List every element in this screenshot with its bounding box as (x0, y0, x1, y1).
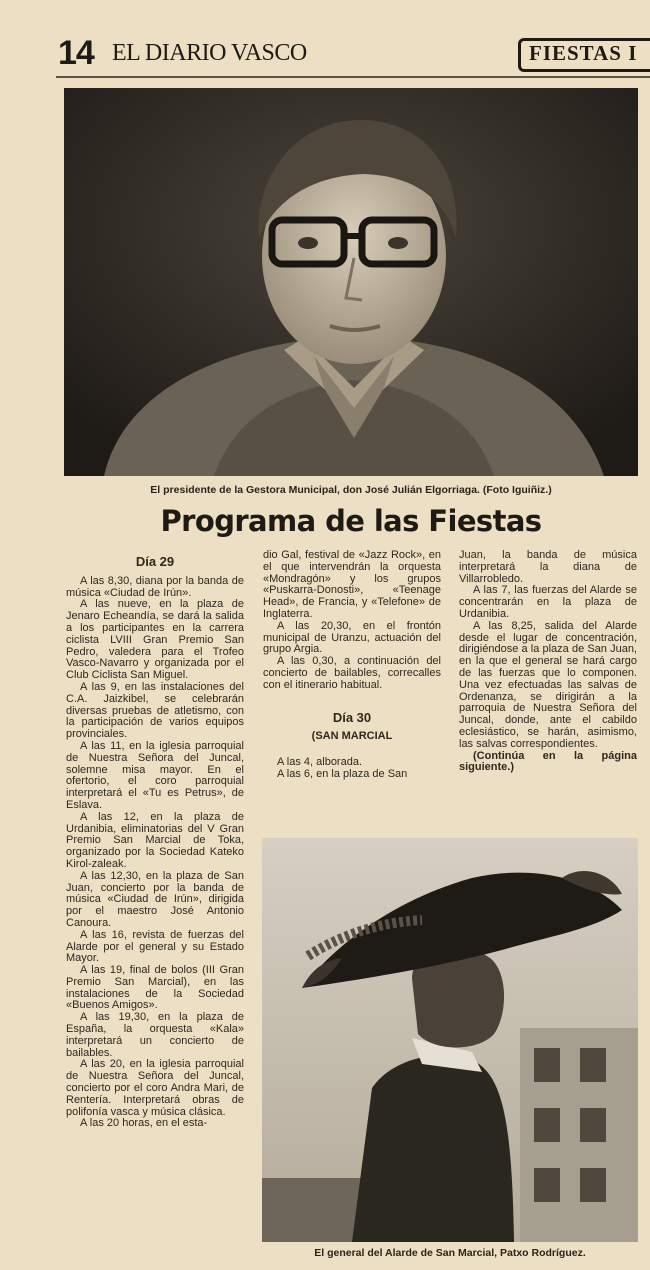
article-paragraph: A las 9, en las instalaciones del C.A. Jaizkibel, se celebrarán diversas pruebas de atletismo, con la participación de varios equipos provinciales. (66, 680, 244, 741)
article-paragraph: A las 20 horas, en el esta- (80, 1117, 208, 1130)
article-column-2 (263, 550, 441, 781)
article-paragraph: A las 4, alborada. (277, 756, 363, 769)
article-paragraph: A las 20,30, en el frontón municipal de Uranzu, actuación del grupo Argia. (263, 619, 441, 656)
column-spacer (263, 692, 441, 706)
article-paragraph: A las 8,30, diana por la banda de música «Ciudad de Irún». (66, 574, 244, 599)
general-photo (262, 838, 638, 1242)
article-paragraph: A las nueve, en la plaza de Jenaro Echeandía, se dará la salida a los participantes en la carrera ciclista LVIII Gran Premio San Pedro, valedera para el Trofeo Vasco-Navarro y organizada por el Club Ciclista San Miguel. (66, 598, 244, 682)
article-paragraph: A las 12,30, en la plaza de San Juan, concierto por la banda de música «Ciudad de Irún», dirigida por el maestro José Antonio Canoura. (66, 869, 244, 929)
section-label: FIESTAS I (529, 41, 638, 65)
article-paragraph: A las 8,25, salida del Alarde desde el lugar de concentración, dirigiéndose a la plaza de San Juan, en la que el general se hará cargo de las fuerzas que lo componen. Una vez efectuadas las salvas de Ordenanza, se dirigirán a la parroquia de Nuestra Señora del Juncal, donde, ante el cabildo eclesiástico, se harán, asimismo, las salvas correspondientes. (459, 619, 637, 750)
general-caption: El general del Alarde de San Marcial, Patxo Rodríguez. (314, 1247, 586, 1259)
page-number: 14 (58, 34, 94, 72)
article-paragraph: A las 16, revista de fuerzas del Alarde por el general y su Estado Mayor. (66, 928, 244, 965)
article-paragraph: A las 11, en la iglesia parroquial de Nuestra Señora del Juncal, solemne misa mayor. En el ofertorio, el coro parroquial interpretará el «Tu es Petrus», de Eslava. (66, 739, 244, 811)
article-paragraph: A las 7, las fuerzas del Alarde se concentrarán en la plaza de Urdanibia. (459, 584, 637, 620)
masthead-rule (56, 76, 650, 78)
article-paragraph: A las 19,30, en la plaza de España, la orquesta «Kala» interpretará un concierto de bailables. (66, 1011, 244, 1059)
day-heading: Día 29 (135, 554, 175, 569)
masthead (56, 34, 650, 74)
article-column-1 (66, 550, 244, 1130)
day-heading: Día 30 (332, 709, 372, 725)
article-paragraph: A las 20, en la iglesia parroquial de Nuestra Señora del Juncal, concierto por el coro Andra Mari, de Rentería. Interpretará obras de polifonía vasca y música clásica. (66, 1058, 244, 1118)
portrait-photo (64, 88, 638, 476)
section-tab (518, 38, 650, 72)
continuation-note: (Continúa en la página siguiente.) (459, 749, 637, 774)
portrait-caption: El presidente de la Gestora Municipal, don José Julián Elgorriaga. (Foto Iguiñiz.) (150, 484, 552, 496)
article-paragraph: A las 6, en la plaza de San (277, 767, 408, 780)
article-paragraph: A las 0,30, a continuación del concierto de bailables, correcalles con el itinerario habitual. (263, 655, 441, 691)
article-paragraph: dio Gal, festival de «Jazz Rock», en el que intervendrán la orquesta «Mondragón» y los grupos «Puskarra-Donosti», «Teenage Head», de Francia, y «Telefone» de Inglaterra. (263, 549, 441, 620)
article-paragraph: A las 12, en la plaza de Urdanibia, eliminatorias del V Gran Premio San Marcial de Toka, organizado por la Sociedad Kateko Kirol-zaleak. (66, 810, 244, 870)
article-paragraph: Juan, la banda de música interpretará la diana de Villarrobledo. (459, 549, 637, 585)
day-subheading: (SAN MARCIAL (311, 730, 393, 743)
article-headline: Programa de las Fiestas (160, 504, 542, 538)
newspaper-name: EL DIARIO VASCO (112, 40, 307, 66)
article-column-3 (459, 550, 637, 774)
article-paragraph: A las 19, final de bolos (III Gran Premio San Marcial), en las instalaciones de la Sociedad «Buenos Amigos». (66, 964, 244, 1012)
